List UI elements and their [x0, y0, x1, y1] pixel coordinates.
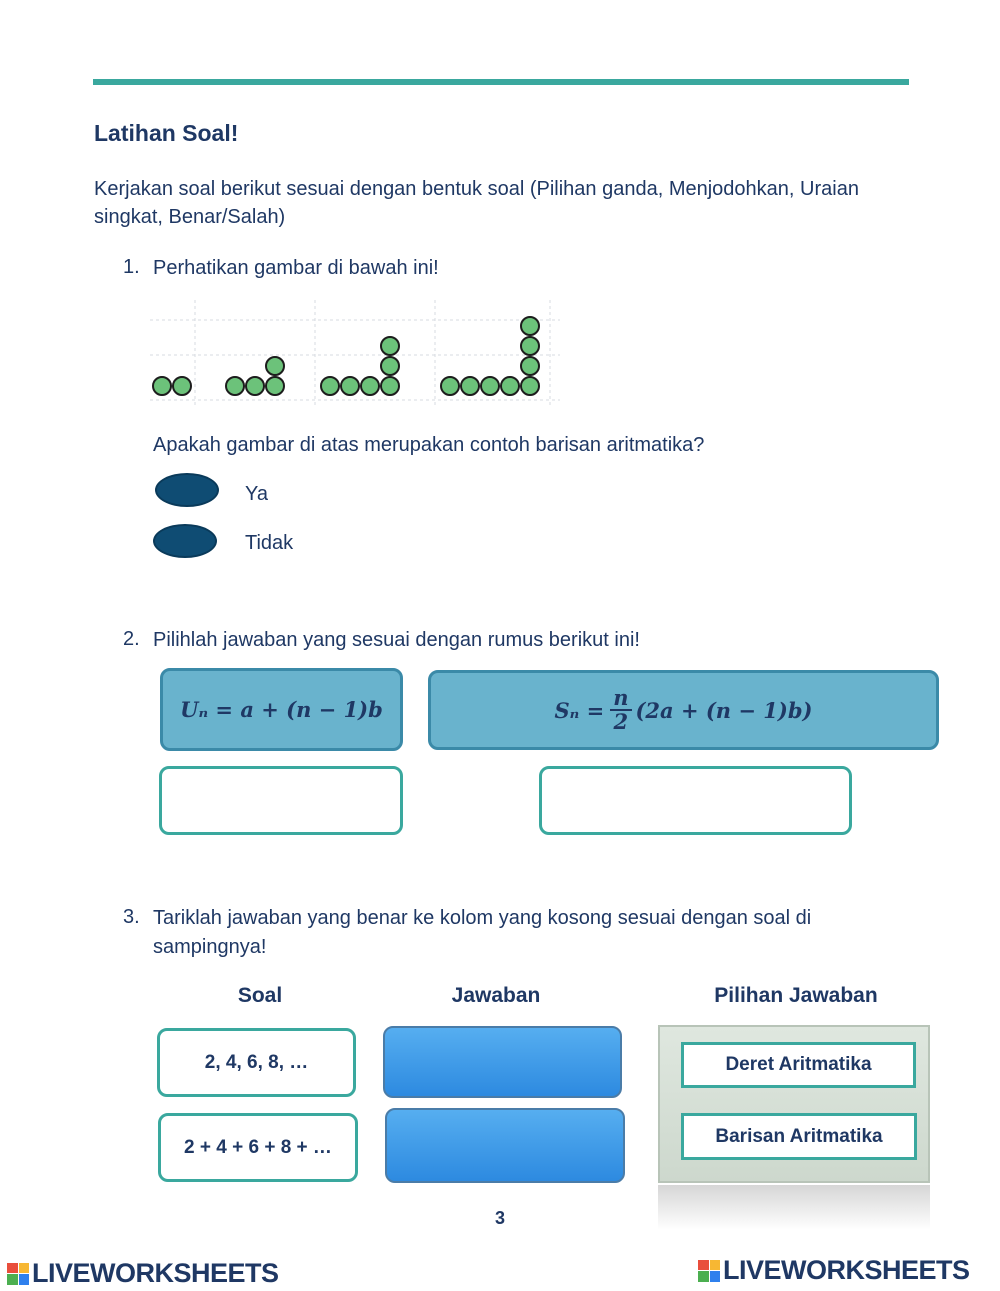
- pattern-dot: [501, 377, 519, 395]
- instructions: Kerjakan soal berikut sesuai dengan bentuk soal (Pilihan ganda, Menjodohkan, Uraian singkat, Benar/Salah): [94, 178, 859, 228]
- answer-input-sn[interactable]: [539, 766, 852, 835]
- brand-name-left: LIVEWORKSHEETS: [32, 1258, 279, 1288]
- brand-name-right: LIVEWORKSHEETS: [723, 1255, 970, 1285]
- q2-prompt: Pilihlah jawaban yang sesuai dengan rumus berikut ini!: [153, 629, 640, 651]
- formula-sn-rhs: (2a + (n − 1)b): [635, 697, 813, 723]
- q1-question: Apakah gambar di atas merupakan contoh barisan aritmatika?: [153, 434, 705, 456]
- pattern-dot: [361, 377, 379, 395]
- pattern-dot: [341, 377, 359, 395]
- brand-mark-icon: [7, 1263, 29, 1285]
- column-header-jawaban: Jawaban: [451, 984, 541, 1007]
- q1-number: 1.: [123, 256, 140, 278]
- pattern-dot: [381, 337, 399, 355]
- pattern-dot: [461, 377, 479, 395]
- pattern-dot: [481, 377, 499, 395]
- formula-sn-lhs: Sₙ =: [554, 697, 605, 723]
- top-divider: [93, 79, 909, 85]
- formula-sn-denominator: 2: [613, 709, 629, 734]
- pattern-dot: [226, 377, 244, 395]
- radio-tidak[interactable]: [153, 524, 217, 558]
- pattern-dot: [321, 377, 339, 395]
- choice-deret-label: Deret Aritmatika: [725, 1054, 872, 1075]
- choice-barisan-aritmatika[interactable]: [681, 1113, 917, 1160]
- pattern-dot: [521, 337, 539, 355]
- column-header-pilihan: Pilihan Jawaban: [714, 984, 878, 1007]
- brand-logo-left: [7, 1258, 279, 1289]
- q3-number: 3.: [123, 906, 140, 928]
- dot-pattern-image: [150, 300, 560, 410]
- pattern-dot: [246, 377, 264, 395]
- q3-prompt: Tariklah jawaban yang benar ke kolom yang kosong sesuai dengan soal di sampingnya!: [153, 907, 812, 958]
- pattern-dot: [521, 377, 539, 395]
- choice-barisan-label: Barisan Aritmatika: [715, 1125, 883, 1147]
- pattern-dot: [173, 377, 191, 395]
- soal-item-2: [158, 1113, 358, 1182]
- formula-sn-fraction: [610, 687, 631, 733]
- q2-number: 2.: [123, 628, 140, 650]
- brand-logo-right: [698, 1255, 970, 1286]
- option-tidak-label: Tidak: [245, 532, 294, 554]
- option-ya-label: Ya: [245, 483, 268, 505]
- page-number: 3: [494, 1208, 505, 1228]
- soal-item-1: [157, 1028, 356, 1097]
- pattern-dot: [266, 377, 284, 395]
- pattern-dots: [153, 317, 539, 395]
- pattern-dot: [266, 357, 284, 375]
- formula-un: Uₙ = a + (n − 1)b: [180, 697, 383, 722]
- answer-input-un[interactable]: [159, 766, 403, 835]
- page-title: Latihan Soal!: [94, 120, 239, 146]
- choice-deret-aritmatika[interactable]: [681, 1042, 916, 1088]
- drop-zone-2[interactable]: [385, 1108, 625, 1183]
- pattern-dot: [521, 317, 539, 335]
- soal-item-1-text: 2, 4, 6, 8, …: [204, 1051, 309, 1073]
- radio-ya[interactable]: [155, 473, 219, 507]
- soal-item-2-text: 2 + 4 + 6 + 8 + …: [184, 1136, 332, 1158]
- pattern-dot: [381, 377, 399, 395]
- formula-sn-numerator: n: [610, 687, 631, 711]
- drop-zone-1[interactable]: [383, 1026, 622, 1098]
- pattern-dot: [441, 377, 459, 395]
- formula-sn-box: [428, 670, 939, 750]
- formula-un-box: [160, 668, 403, 751]
- q1-prompt: Perhatikan gambar di bawah ini!: [153, 257, 439, 279]
- brand-mark-icon: [698, 1260, 720, 1282]
- pattern-dot: [381, 357, 399, 375]
- pattern-dot: [521, 357, 539, 375]
- column-header-soal: Soal: [237, 984, 283, 1007]
- pattern-dot: [153, 377, 171, 395]
